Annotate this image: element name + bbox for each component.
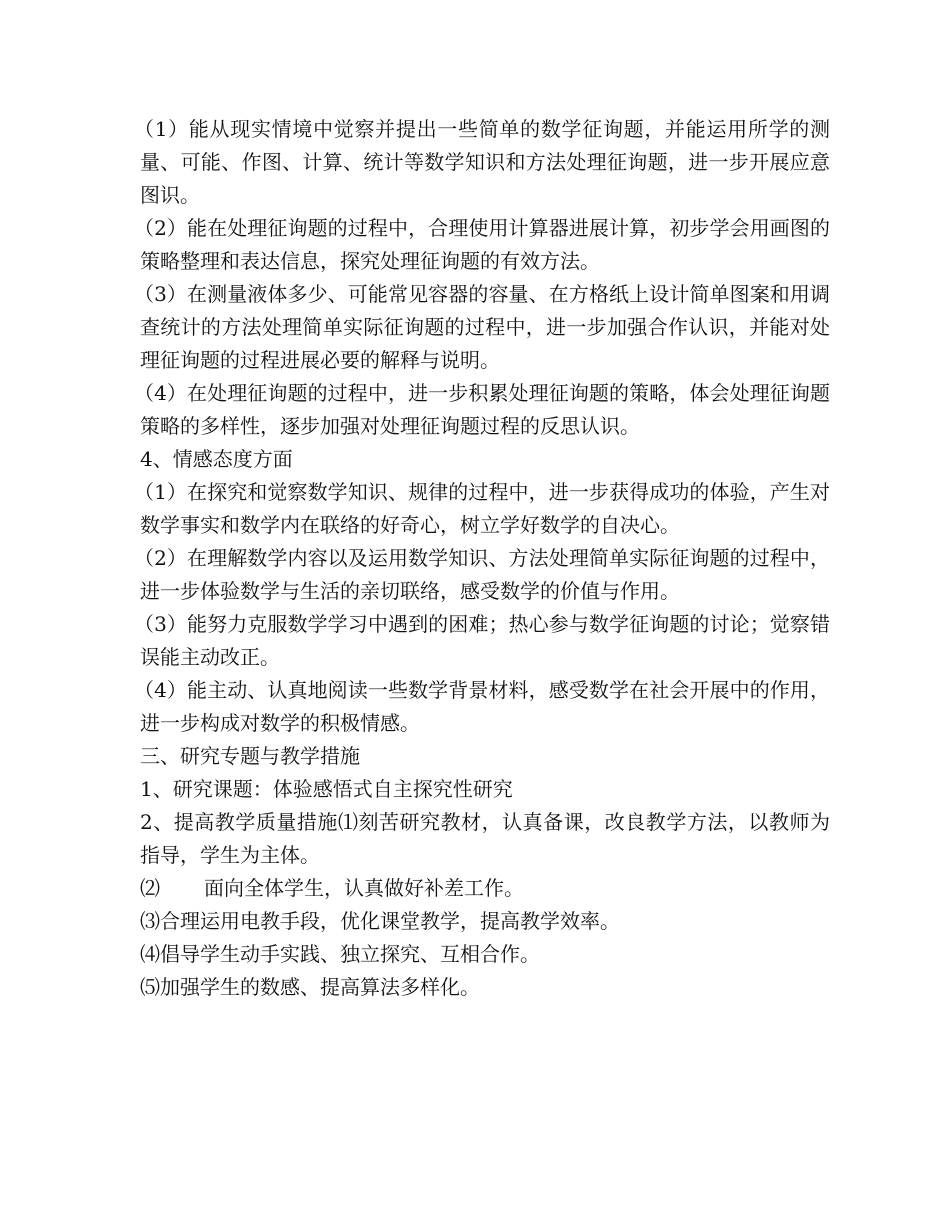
measure-marker: ⑷	[140, 942, 160, 966]
measure-marker: ⑶	[140, 909, 160, 933]
measure-item	[140, 872, 830, 905]
paragraph-attitude-1: （1）在探究和觉察数学知识、规律的过程中，进一步获得成功的体验，产生对数学事实和数学内在联络的好奇心，树立学好数学的自决心。	[134, 480, 830, 537]
paragraph-skill-1: （1）能从现实情境中觉察并提出一些简单的数学征询题，并能运用所学的测量、可能、作图、计算、统计等数学知识和方法处理征询题，进一步开展应意图识。	[134, 117, 830, 207]
paragraph-attitude-4: （4）能主动、认真地阅读一些数学背景材料，感受数学在社会开展中的作用，进一步构成对数学的积极情感。	[134, 678, 830, 735]
measure-item	[140, 938, 830, 971]
document-page	[134, 113, 830, 1004]
measure-text: 合理运用电教手段，优化课堂教学，提高教学效率。	[160, 909, 620, 933]
paragraph-quality-measures: 2、提高教学质量措施⑴刻苦研究教材，认真备课，改良教学方法，以教师为指导，学生为主体。	[140, 810, 830, 867]
measure-marker: ⑵	[140, 876, 160, 900]
measure-marker: ⑸	[140, 975, 160, 999]
paragraph-skill-4: （4）在处理征询题的过程中，进一步积累处理征询题的策略，体会处理征询题策略的多样性，逐步加强对处理征询题过程的反思认识。	[134, 381, 830, 438]
measure-item	[140, 971, 830, 1004]
measure-text: 加强学生的数感、提高算法多样化。	[160, 975, 480, 999]
paragraph-skill-3: （3）在测量液体多少、可能常见容器的容量、在方格纸上设计简单图案和用调查统计的方法处理简单实际征询题的过程中，进一步加强合作认识，并能对处理征询题的过程进展必要的解释与说明。	[134, 282, 830, 372]
paragraph-skill-2: （2）能在处理征询题的过程中，合理使用计算器进展计算，初步学会用画图的策略整理和表达信息，探究处理征询题的有效方法。	[134, 216, 830, 273]
measure-text: 面向全体学生，认真做好补差工作。	[204, 876, 524, 900]
measure-item	[140, 905, 830, 938]
paragraph-attitude-2: （2）在理解数学内容以及运用数学知识、方法处理简单实际征询题的过程中，进一步体验数学与生活的亲切联络，感受数学的价值与作用。	[134, 546, 830, 603]
measure-text: 倡导学生动手实践、独立探究、互相合作。	[160, 942, 540, 966]
paragraph-research-topic: 1、研究课题：体验感悟式自主探究性研究	[140, 777, 513, 801]
paragraph-attitude-3: （3）能努力克服数学学习中遇到的困难；热心参与数学征询题的讨论；觉察错误能主动改正。	[134, 612, 830, 669]
section-heading-research: 三、研究专题与教学措施	[140, 744, 360, 768]
section-heading-attitude: 4、情感态度方面	[140, 447, 293, 471]
